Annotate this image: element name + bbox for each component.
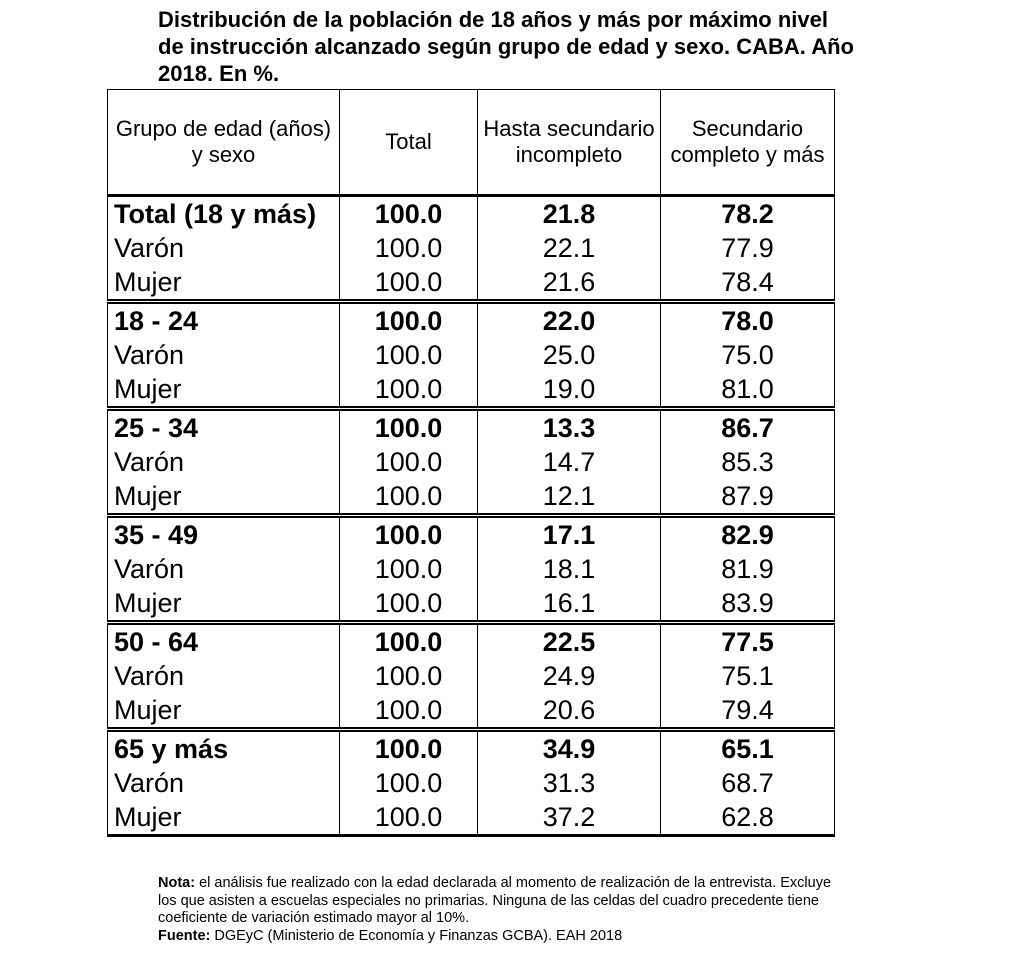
cell-secundario: 78.2: [661, 196, 835, 232]
cell-total: 100.0: [340, 445, 478, 479]
cell-hasta: 22.0: [478, 302, 661, 339]
table-row: [108, 766, 835, 800]
data-table: [107, 89, 835, 837]
table-row-group-total: [108, 409, 835, 446]
cell-secundario: 83.9: [661, 586, 835, 623]
cell-secundario: 65.1: [661, 730, 835, 767]
cell-secundario: 77.9: [661, 231, 835, 265]
row-label: Mujer: [108, 693, 340, 730]
cell-hasta: 21.8: [478, 196, 661, 232]
row-label: 65 y más: [108, 730, 340, 767]
row-label: Varón: [108, 659, 340, 693]
cell-total: 100.0: [340, 586, 478, 623]
cell-secundario: 82.9: [661, 516, 835, 553]
cell-hasta: 24.9: [478, 659, 661, 693]
cell-hasta: 31.3: [478, 766, 661, 800]
cell-total: 100.0: [340, 623, 478, 660]
cell-total: 100.0: [340, 766, 478, 800]
header-row: [108, 90, 835, 196]
table-row: [108, 445, 835, 479]
cell-hasta: 14.7: [478, 445, 661, 479]
cell-hasta: 25.0: [478, 338, 661, 372]
row-label: 25 - 34: [108, 409, 340, 446]
table-row: [108, 800, 835, 836]
nota-label: Nota:: [158, 875, 196, 891]
cell-hasta: 21.6: [478, 265, 661, 302]
table-row: [108, 586, 835, 623]
cell-hasta: 34.9: [478, 730, 661, 767]
cell-secundario: 78.4: [661, 265, 835, 302]
cell-secundario: 85.3: [661, 445, 835, 479]
cell-secundario: 81.0: [661, 372, 835, 409]
cell-total: 100.0: [340, 659, 478, 693]
cell-hasta: 20.6: [478, 693, 661, 730]
cell-secundario: 87.9: [661, 479, 835, 516]
table-row: [108, 479, 835, 516]
cell-total: 100.0: [340, 800, 478, 836]
row-label: Total (18 y más): [108, 196, 340, 232]
cell-hasta: 16.1: [478, 586, 661, 623]
table-row: [108, 338, 835, 372]
cell-secundario: 81.9: [661, 552, 835, 586]
cell-total: 100.0: [340, 552, 478, 586]
row-label: Varón: [108, 552, 340, 586]
cell-total: 100.0: [340, 516, 478, 553]
cell-hasta: 37.2: [478, 800, 661, 836]
cell-hasta: 13.3: [478, 409, 661, 446]
cell-hasta: 19.0: [478, 372, 661, 409]
row-label: Varón: [108, 231, 340, 265]
row-label: Mujer: [108, 586, 340, 623]
header-hasta: Hasta secundario incompleto: [478, 90, 661, 196]
table-row-group-total: [108, 623, 835, 660]
cell-secundario: 75.0: [661, 338, 835, 372]
cell-secundario: 78.0: [661, 302, 835, 339]
fuente-label: Fuente:: [158, 927, 211, 944]
row-label: Mujer: [108, 800, 340, 836]
footnote: [158, 875, 838, 945]
cell-total: 100.0: [340, 372, 478, 409]
nota-text: el análisis fue realizado con la edad declarada al momento de realización de la entrevista. Excluye los que asisten a escuelas especiales no primarias. Ninguna de las celdas del cuadro precedente tiene coeficiente de variación estimado mayor al 10%.: [158, 875, 832, 926]
cell-hasta: 22.1: [478, 231, 661, 265]
table-row-group-total: [108, 516, 835, 553]
table-body: [108, 196, 835, 836]
row-label: 18 - 24: [108, 302, 340, 339]
row-label: Varón: [108, 766, 340, 800]
row-label: Varón: [108, 338, 340, 372]
header-group: Grupo de edad (años) y sexo: [108, 90, 340, 196]
table-row: [108, 231, 835, 265]
cell-total: 100.0: [340, 730, 478, 767]
header-secundario: Secundario completo y más: [661, 90, 835, 196]
cell-hasta: 18.1: [478, 552, 661, 586]
table-row-group-total: [108, 302, 835, 339]
cell-total: 100.0: [340, 265, 478, 302]
table-row-group-total: [108, 730, 835, 767]
cell-hasta: 17.1: [478, 516, 661, 553]
cell-total: 100.0: [340, 693, 478, 730]
fuente-text: DGEyC (Ministerio de Economía y Finanzas GCBA). EAH 2018: [210, 927, 623, 944]
row-label: Mujer: [108, 372, 340, 409]
cell-secundario: 62.8: [661, 800, 835, 836]
cell-secundario: 68.7: [661, 766, 835, 800]
table-row: [108, 552, 835, 586]
cell-hasta: 12.1: [478, 479, 661, 516]
table-title: Distribución de la población de 18 años y más por máximo nivel de instrucción alcanzado según grupo de edad y sexo. CABA. Año 2018. En %.: [158, 7, 854, 86]
table-row-group-total: [108, 196, 835, 232]
row-label: Varón: [108, 445, 340, 479]
cell-total: 100.0: [340, 302, 478, 339]
cell-total: 100.0: [340, 479, 478, 516]
cell-hasta: 22.5: [478, 623, 661, 660]
cell-total: 100.0: [340, 409, 478, 446]
row-label: 35 - 49: [108, 516, 340, 553]
cell-total: 100.0: [340, 196, 478, 232]
table-row: [108, 693, 835, 730]
table-row: [108, 372, 835, 409]
cell-secundario: 79.4: [661, 693, 835, 730]
cell-secundario: 86.7: [661, 409, 835, 446]
row-label: 50 - 64: [108, 623, 340, 660]
cell-total: 100.0: [340, 338, 478, 372]
row-label: Mujer: [108, 479, 340, 516]
header-total: Total: [340, 90, 478, 196]
cell-secundario: 77.5: [661, 623, 835, 660]
cell-total: 100.0: [340, 231, 478, 265]
row-label: Mujer: [108, 265, 340, 302]
cell-secundario: 75.1: [661, 659, 835, 693]
table-row: [108, 659, 835, 693]
table-row: [108, 265, 835, 302]
